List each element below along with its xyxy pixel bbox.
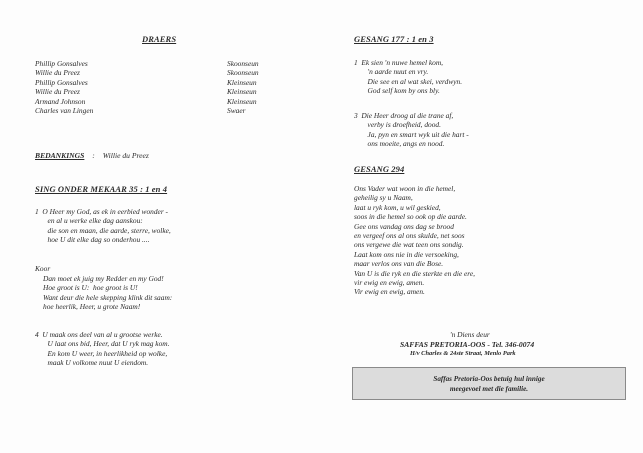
draers-heading: DRAERS (142, 34, 177, 44)
prayer-line: en vergeef ons al ons skulde, net soos (354, 231, 465, 241)
bedankings-label: BEDANKINGS (35, 151, 85, 160)
prayer-line: ons vergewe die wat teen ons sondig. (354, 240, 464, 250)
verse-line: verby is droefheid, dood. (362, 120, 441, 130)
prayer-line: Gee ons vandag ons dag se brood (354, 221, 454, 231)
bedankings-separator: : (92, 151, 95, 160)
draer-role: Kleinseun (227, 96, 257, 106)
draer-role: Skoonseun (227, 68, 259, 78)
draers-roles (227, 59, 259, 115)
bedankings (35, 151, 149, 160)
verse-line: 1 O Heer my God, as ek in eerbied wonder - (35, 207, 168, 216)
verse-line: U laat ons bid, Heer, dat U ryk mag kom. (42, 339, 170, 349)
draer-name: Phillip Gonsalves (35, 77, 88, 87)
verse-line: God self kom by ons bly. (362, 86, 440, 96)
verse-line: ons moeite, angs en nood. (362, 139, 445, 149)
bedankings-value: Willie du Preez (102, 151, 149, 160)
condolence-line: meegevoel met die familie. (449, 385, 529, 393)
verse-line: 'n aarde nuut en vry. (362, 67, 429, 77)
footer-company: SAFFAS PRETORIA-OOS - Tel. 346-0074 (400, 340, 535, 349)
draer-role: Kleinseun (227, 77, 257, 87)
draer-role: Swaer (227, 106, 246, 116)
condolence-line: Saffas Pretoria-Oos betuig hul innige (433, 375, 545, 383)
draer-name: Phillip Gonsalves (35, 59, 88, 68)
gesang-177-verse-3 (354, 111, 469, 149)
condolence-box (352, 367, 626, 400)
prayer-line: Van U is die ryk en die sterkte en die ere, (354, 268, 476, 278)
koor-line: Hoe groot is U: hoe groot is U! (43, 283, 138, 293)
verse-line: 4 U maak ons deel van al u grootse werke. (35, 330, 163, 339)
prayer-line: soos in die hemel so ook op die aarde. (354, 212, 467, 222)
draer-name: Willie du Preez (35, 68, 80, 78)
draer-name: Willie du Preez (35, 87, 80, 97)
draer-role: Kleinseun (227, 87, 257, 97)
sing-verse-1 (35, 207, 171, 245)
prayer-line: vir ewig en ewig, amen. (354, 278, 425, 288)
draers-names (35, 59, 93, 115)
verse-line: 3 Die Heer droog al die trane af, (354, 111, 454, 120)
verse-line: Die see en al wat skei, verdwyn. (362, 76, 463, 86)
footer-service-by: 'n Diens deur (450, 330, 490, 339)
verse-line: maak U volkome nuut U eiendom. (42, 358, 149, 368)
footer-address: H/v Charles & 24ste Straat, Menlo Park (410, 350, 516, 357)
draer-name: Armand Johnson (35, 96, 86, 106)
koor-line: hoe heerlik, Heer, u grote Naam! (43, 302, 141, 312)
koor-line: Dan moet ek juig my Redder en my God! (43, 274, 164, 283)
koor-line: Want deur die hele skepping klink dit saam: (43, 292, 173, 302)
prayer-line: Laat kom ons nie in die versoeking, (354, 249, 459, 259)
prayer-line: maar verlos ons van die Bose. (354, 259, 444, 269)
verse-line: 1 Ek sien 'n nuwe hemel kom, (354, 58, 444, 67)
gesang-294-lines (354, 184, 475, 297)
gesang-294-heading: GESANG 294 (354, 164, 405, 174)
prayer-line: laat u ryk kom, u wil geskied, (354, 202, 441, 212)
prayer-line: Ons Vader wat woon in die hemel, (354, 184, 456, 193)
prayer-line: Vir ewig en ewig, amen. (354, 287, 425, 297)
koor-lines (43, 274, 172, 312)
verse-line: Ja, pyn en smart wyk uit die hart - (362, 129, 469, 139)
gesang-177-heading: GESANG 177 : 1 en 3 (354, 34, 434, 44)
sing-verse-4 (35, 330, 169, 368)
verse-line: En kom U weer, in heerlikheid op wolke, (42, 348, 168, 358)
prayer-line: geheilig sy u Naam, (354, 193, 413, 203)
draer-role: Skoonseun (227, 59, 259, 68)
gesang-177-verse-1 (354, 58, 462, 96)
draer-name: Charles van Lingen (35, 106, 94, 116)
koor-label: Koor (35, 264, 51, 273)
sing-heading: SING ONDER MEKAAR 35 : 1 en 4 (35, 184, 168, 194)
verse-line: die son en maan, die aarde, sterre, wolke, (42, 225, 171, 235)
verse-line: hoe U dit elke dag so onderhou .... (42, 235, 150, 245)
verse-line: en al u werke elke dag aanskou: (42, 216, 143, 226)
